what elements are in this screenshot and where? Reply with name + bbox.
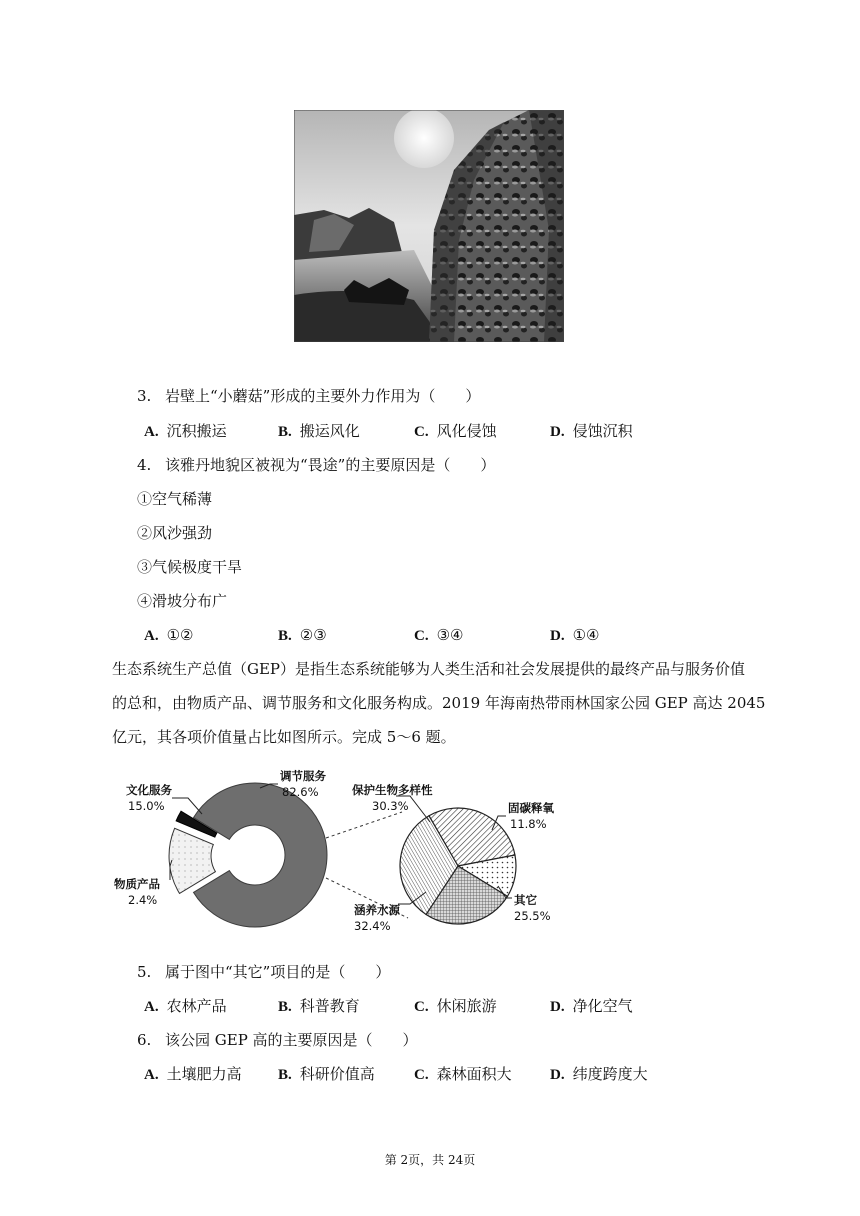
question-6-text: 该公园 GEP 高的主要原因是（ ） bbox=[165, 1031, 418, 1049]
label-regulation-name: 调节服务 bbox=[280, 769, 326, 783]
label-carbon-name: 固碳释氧 bbox=[508, 801, 554, 815]
label-other-name: 其它 bbox=[514, 893, 537, 907]
q6-option-c[interactable]: C. 森林面积大 bbox=[414, 1065, 512, 1083]
q4-item-3: ③气候极度干旱 bbox=[137, 558, 243, 576]
yardang-photo bbox=[294, 110, 564, 342]
q6-option-a[interactable]: A. 土壤肥力高 bbox=[144, 1065, 242, 1083]
q3-option-a[interactable]: A. 沉积搬运 bbox=[144, 422, 227, 440]
label-culture-name: 文化服务 bbox=[126, 783, 172, 797]
label-other-value: 25.5% bbox=[514, 909, 551, 923]
q4-option-c[interactable]: C. ③④ bbox=[414, 626, 464, 644]
gep-chart bbox=[110, 760, 570, 946]
question-4-text: 该雅丹地貌区被视为“畏途”的主要原因是（ ） bbox=[165, 456, 496, 474]
q5-option-d[interactable]: D. 净化空气 bbox=[550, 997, 633, 1015]
q4-item-4: ④滑坡分布广 bbox=[137, 592, 228, 610]
question-4-number: 4. bbox=[137, 456, 152, 474]
q5-option-a[interactable]: A. 农林产品 bbox=[144, 997, 227, 1015]
question-4-stem bbox=[137, 455, 495, 475]
connector-line-1 bbox=[326, 812, 402, 838]
label-material-name: 物质产品 bbox=[114, 877, 160, 891]
q3-option-c[interactable]: C. 风化侵蚀 bbox=[414, 422, 497, 440]
question-5-stem bbox=[137, 962, 390, 982]
q4-item-2: ②风沙强劲 bbox=[137, 524, 213, 542]
label-culture-value: 15.0% bbox=[128, 799, 165, 813]
question-6-stem bbox=[137, 1030, 418, 1050]
question-3-text: 岩壁上“小蘑菇”形成的主要外力作用为（ ） bbox=[165, 387, 481, 405]
question-6-number: 6. bbox=[137, 1031, 152, 1049]
question-3-stem bbox=[137, 386, 480, 406]
q5-option-c[interactable]: C. 休闲旅游 bbox=[414, 997, 497, 1015]
intro-line-2: 的总和，由物质产品、调节服务和文化服务构成。2019 年海南热带雨林国家公园 GEP 高达 2045 bbox=[112, 694, 766, 712]
q3-option-b[interactable]: B. 搬运风化 bbox=[278, 422, 360, 440]
q6-option-b[interactable]: B. 科研价值高 bbox=[278, 1065, 375, 1083]
intro-line-3: 亿元，其各项价值量占比如图所示。完成 5～6 题。 bbox=[112, 728, 456, 746]
q4-option-a[interactable]: A. ①② bbox=[144, 626, 194, 644]
label-water-value: 32.4% bbox=[354, 919, 391, 933]
label-biodiversity-name: 保护生物多样性 bbox=[352, 783, 433, 797]
question-3-number: 3. bbox=[137, 387, 152, 405]
label-biodiversity-value: 30.3% bbox=[372, 799, 409, 813]
q4-option-d[interactable]: D. ①④ bbox=[550, 626, 600, 644]
q6-option-d[interactable]: D. 纬度跨度大 bbox=[550, 1065, 648, 1083]
q5-option-b[interactable]: B. 科普教育 bbox=[278, 997, 360, 1015]
q3-option-d[interactable]: D. 侵蚀沉积 bbox=[550, 422, 633, 440]
q4-item-1: ①空气稀薄 bbox=[137, 490, 213, 508]
page-footer: 第 2页，共 24页 bbox=[384, 1153, 476, 1167]
main-slice-regulation bbox=[193, 783, 327, 927]
label-carbon-value: 11.8% bbox=[510, 817, 547, 831]
intro-line-1: 生态系统生产总值（GEP）是指生态系统能够为人类生活和社会发展提供的最终产品与服务价值 bbox=[112, 660, 746, 678]
question-5-text: 属于图中“其它”项目的是（ ） bbox=[165, 963, 391, 981]
label-water-name: 涵养水源 bbox=[354, 903, 400, 917]
q4-option-b[interactable]: B. ②③ bbox=[278, 626, 327, 644]
question-5-number: 5. bbox=[137, 963, 152, 981]
label-material-value: 2.4% bbox=[128, 893, 158, 907]
label-regulation-value: 82.6% bbox=[282, 785, 319, 799]
